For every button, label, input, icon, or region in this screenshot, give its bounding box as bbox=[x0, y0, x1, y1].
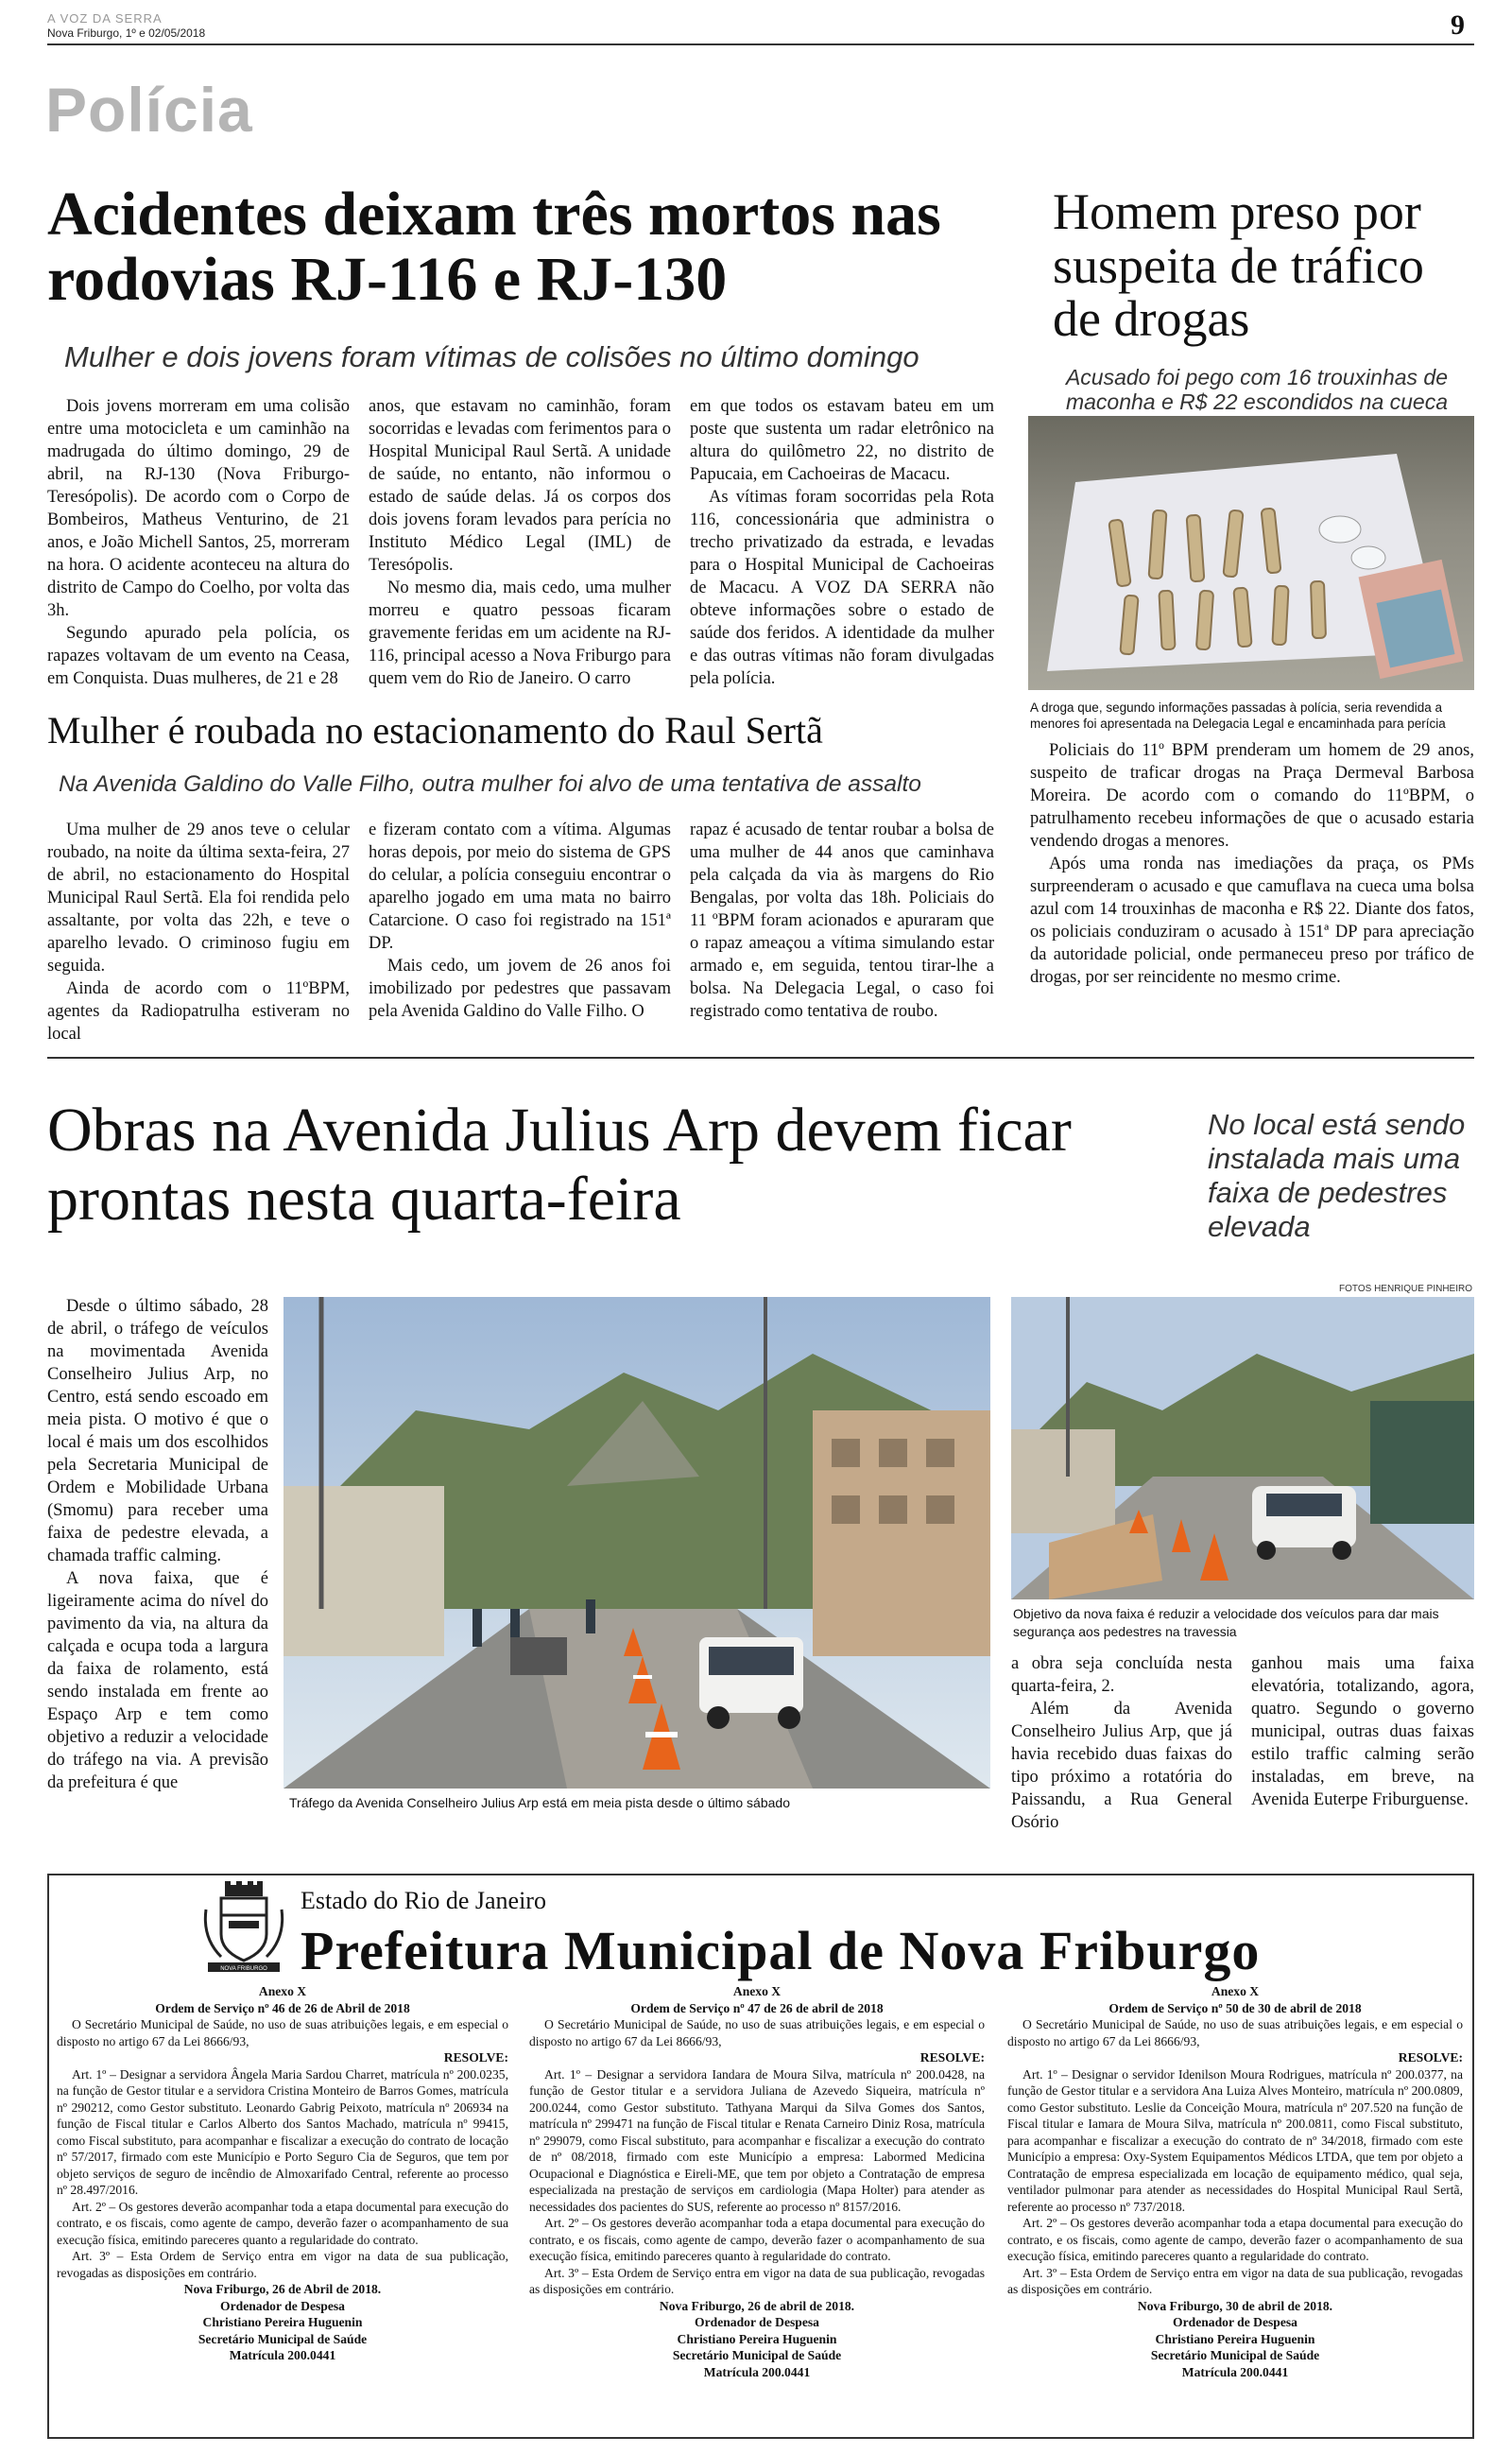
article4-col2 bbox=[1011, 1652, 1232, 1834]
article2-headline: Homem preso por suspeita de tráfico de drogas bbox=[1053, 183, 1424, 348]
article4-col3-p1: ganhou mais uma faixa elevatória, totalizando, agora, quatro. Segundo o governo municipal, outras duas faixas estilo traffic calming serão instaladas, em breve, na Avenida Euterpe Friburguense. bbox=[1251, 1654, 1474, 1809]
article3-col3 bbox=[690, 819, 994, 1023]
order1-signatory: Christiano Pereira Huguenin bbox=[202, 2315, 363, 2329]
road-photo-right-illustration bbox=[1011, 1297, 1474, 1599]
order1-place-date: Nova Friburgo, 26 de Abril de 2018. bbox=[183, 2282, 382, 2296]
notice-title: Prefeitura Municipal de Nova Friburgo bbox=[301, 1920, 1261, 1981]
order2-intro: O Secretário Municipal de Saúde, no uso de suas atribuições legais, e em especial o disposto no artigo 67 da Lei 8666/93, bbox=[529, 2017, 985, 2048]
order1-annex: Anexo X bbox=[258, 1984, 307, 1998]
article1-col3-p2: As vítimas foram socorridas pela Rota 116, concessionária que administra o trecho privatizado da estrada, e levadas para o Hospital Municipal de Cachoeiras de Macacu. A VOZ DA SERRA não obteve informações sobre o estado de saúde dos feridos. A identidade da mulher e das outras vítimas não foram divulgadas pela polícia. bbox=[690, 488, 994, 688]
order3-art1: Art. 1º – Designar o servidor Idenilson Moura Rodrigues, matrícula nº 200.0377, na função de Gestor titular e a servidora Ana Luiza Alves Monteiro, matrícula nº 200.0809, como Gestor substituto. Leslie da Conceição Moura, matrícula nº 207.520 na função de Fiscal titular e Iamara de Moura Silva, matrícula nº 200.0811, como Fiscal substituto, para acompanhar e fiscalizar a execução do contrato de nº 34/2018, firmado com este Município a empresa: Oxy-System Equipamentos Médicos LTDA, que tem por objeto a Contratação de empresa especializada em locação de equipamento médico, qual seja, ventilador pulmonar para atender as necessidades do Hospital Municipal Raul Sertã, referente ao processo nº 737/2018. bbox=[1007, 2066, 1463, 2214]
article3-col2-p2: Mais cedo, um jovem de 26 anos foi imobilizado por pedestres que passavam pela Avenida Galdino do Valle Filho. O bbox=[369, 957, 671, 1021]
article1-col1 bbox=[47, 395, 350, 690]
article2-photo-caption: A droga que, segundo informações passadas à polícia, seria revendida a menores foi apresentada na Delegacia Legal e encaminhada para perícia bbox=[1030, 700, 1446, 731]
article4-col3 bbox=[1251, 1652, 1474, 1811]
order3-role: Ordenador de Despesa bbox=[1173, 2315, 1297, 2329]
article4-subhead: No local está sendo instalada mais uma faixa de pedestres elevada bbox=[1208, 1108, 1466, 1243]
service-order-1 bbox=[57, 1983, 508, 2364]
order1-title: Ordem de Serviço nº 46 de 26 de Abril de 2018 bbox=[155, 2000, 410, 2015]
article1-col1-p2: Segundo apurado pela polícia, os rapazes voltavam de um evento na Ceasa, em Conquista. Duas mulheres, de 21 e 28 bbox=[47, 624, 350, 688]
order2-registration: Matrícula 200.0441 bbox=[703, 2364, 811, 2379]
article3-col3-p1: rapaz é acusado de tentar roubar a bolsa de uma mulher de 44 anos que caminhava pela calçada da via às margens do Rio Bengalas, por volta das 18h. Policiais do 11 ºBPM foram acionados e apuraram que o rapaz ameaçou a vítima simulando estar armado e, em seguida, tentou tirar-lhe a bolsa. Na Delegacia Legal, o caso foi registrado como tentativa de roubo. bbox=[690, 821, 994, 1021]
article4-col2-p2: Além da Avenida Conselheiro Julius Arp, que já havia recebido duas faixas do tipo próximo a rotatória do Paissandu, a Rua General Osório bbox=[1011, 1700, 1232, 1832]
order1-art1: Art. 1º – Designar a servidora Ângela Maria Sardou Charret, matrícula nº 200.0235, na função de Gestor titular e a servidora Cristina Monteiro de Barros Gomes, matrícula nº 290212, como Gestor substituto. Leonardo Gabrig Peixoto, matrícula nº 206934 na função de Fiscal titular e Carlos Alberto dos Santos Machado, matrícula nº 99415, como Fiscal substituto, para acompanhar e fiscalizar a execução do contrato de locação nº 57/2017, firmado com este Município e Porto Seguro Cia de Seguros, que tem por objeto serviços de seguro de incêndio de Almoxarifado Central, referente ao processo nº 28.497/2016. bbox=[57, 2066, 508, 2197]
drugs-photo bbox=[1028, 416, 1474, 690]
article4-col1 bbox=[47, 1295, 268, 1794]
order1-art3: Art. 3º – Esta Ordem de Serviço entra em vigor na data de sua publicação, revogadas as disposições em contrário. bbox=[57, 2249, 508, 2280]
article4-col1-p2: A nova faixa, que é ligeiramente acima do nível do pavimento da via, na altura da calçada e ocupa toda a largura da faixa de rolamento, está sendo instalada em frente ao Espaço Arp e tem como objetivo a reduzir a velocidade do tráfego na via. A previsão da prefeitura é que bbox=[47, 1569, 268, 1792]
order2-role: Ordenador de Despesa bbox=[695, 2315, 819, 2329]
order1-resolve: RESOLVE: bbox=[443, 2050, 508, 2065]
crest-text: NOVA FRIBURGO bbox=[220, 1966, 267, 1972]
article3-headline: Mulher é roubada no estacionamento do Raul Sertã bbox=[47, 709, 823, 752]
order2-resolve: RESOLVE: bbox=[919, 2050, 985, 2065]
article1-col2-p1: anos, que estavam no caminhão, foram socorridas e levadas com ferimentos para o Hospital Municipal Raul Sertã. A unidade de saúde, no entanto, não informou o estado de saúde delas. Já os corpos dos dois jovens foram levados para perícia no Instituto Médico Legal (IML) de Teresópolis. bbox=[369, 397, 671, 575]
article3-col2-p1: e fizeram contato com a vítima. Algumas horas depois, por meio do sistema de GPS do celular, a polícia conseguiu encontrar o aparelho jogado em uma mata no bairro Catarcione. O caso foi registrado na 151ª DP. bbox=[369, 821, 671, 953]
drugs-photo-illustration bbox=[1028, 416, 1474, 690]
article4-col2-p1: a obra seja concluída nesta quarta-feira, 2. bbox=[1011, 1654, 1232, 1696]
order3-resolve: RESOLVE: bbox=[1398, 2050, 1463, 2065]
order3-intro: O Secretário Municipal de Saúde, no uso de suas atribuições legais, e em especial o disposto no artigo 67 da Lei 8666/93, bbox=[1007, 2017, 1463, 2048]
page-number: 9 bbox=[1451, 9, 1465, 41]
order1-registration: Matrícula 200.0441 bbox=[229, 2348, 336, 2362]
article3-col1 bbox=[47, 819, 350, 1046]
article2-p2: Após uma ronda nas imediações da praça, os PMs surpreenderam o acusado e que camuflava na cueca uma bolsa azul com 14 trouxinhas de maconha e R$ 22. Diante dos fatos, os policiais conduziram o acusado à 151ª DP para apreciação da autoridade policial, onde permaneceu preso por tráfico de drogas, por ser reincidente no mesmo crime. bbox=[1030, 855, 1474, 987]
order3-registration: Matrícula 200.0441 bbox=[1181, 2364, 1289, 2379]
article3-col1-p2: Ainda de acordo com o 11ºBPM, agentes da Radiopatrulha estiveram no local bbox=[47, 979, 350, 1044]
order1-art2: Art. 2º – Os gestores deverão acompanhar toda a etapa documental para execução do contrato, e os fiscais, como agente de campo, deverão fazer o acompanhamento de sua execução física, emitindo pareceres quanto a regularidade do contrato. bbox=[57, 2199, 508, 2247]
article1-headline: Acidentes deixam três mortos nas rodovias RJ-116 e RJ-130 bbox=[47, 180, 941, 315]
service-order-2 bbox=[529, 1983, 985, 2380]
notice-state: Estado do Rio de Janeiro bbox=[301, 1887, 546, 1914]
order3-art3: Art. 3º – Esta Ordem de Serviço entra em vigor na data de sua publicação, revogadas as disposições em contrário. bbox=[1007, 2265, 1463, 2296]
order1-office: Secretário Municipal de Saúde bbox=[198, 2331, 368, 2346]
road-photo-left-illustration bbox=[284, 1297, 990, 1789]
article4-caption-left: Tráfego da Avenida Conselheiro Julius Arp está em meia pista desde o último sábado bbox=[289, 1795, 790, 1810]
order2-annex: Anexo X bbox=[732, 1984, 782, 1998]
article3-col1-p1: Uma mulher de 29 anos teve o celular roubado, na noite da última sexta-feira, 27 de abril, no estacionamento do Hospital Municipal Raul Sertã. Ela foi rendida pelo assaltante, por volta das 22h, e teve o aparelho levado. O criminoso fugiu em seguida. bbox=[47, 821, 350, 976]
city-crest-icon bbox=[200, 1881, 287, 1976]
section-divider bbox=[47, 1057, 1474, 1059]
road-photo-right bbox=[1011, 1297, 1474, 1599]
order3-art2: Art. 2º – Os gestores deverão acompanhar toda a etapa documental para execução do contrato, e os fiscais, como agente de campo, deverão fazer o acompanhamento de sua execução física, emitindo pareceres quanto a regularidade do contrato. bbox=[1007, 2216, 1463, 2263]
masthead-dateline: Nova Friburgo, 1º e 02/05/2018 bbox=[47, 26, 206, 40]
article1-col3-p1: em que todos os estavam bateu em um poste que sustenta um radar eletrônico na altura do quilômetro 22, no distrito de Papucaia, em Cachoeiras de Macacu. bbox=[690, 397, 994, 484]
article2-subhead: Acusado foi pego com 16 trouxinhas de maconha e R$ 22 escondidos na cueca bbox=[1065, 365, 1449, 414]
article4-headline: Obras na Avenida Julius Arp devem ficar prontas nesta quarta-feira bbox=[47, 1096, 1072, 1234]
order2-art3: Art. 3º – Esta Ordem de Serviço entra em vigor na data de sua publicação, revogadas as disposições em contrário. bbox=[529, 2265, 985, 2296]
order2-office: Secretário Municipal de Saúde bbox=[672, 2348, 842, 2362]
article1-subhead: Mulher e dois jovens foram vítimas de colisões no último domingo bbox=[64, 340, 919, 373]
order3-place-date: Nova Friburgo, 30 de abril de 2018. bbox=[1137, 2298, 1333, 2313]
article1-col2-p2: No mesmo dia, mais cedo, uma mulher morreu e quatro pessoas ficaram gravemente feridas em um acidente na RJ-116, principal acesso a Nova Friburgo para quem vem do Rio de Janeiro. O carro bbox=[369, 579, 671, 688]
article4-caption-right: Objetivo da nova faixa é reduzir a velocidade dos veículos para dar mais segurança aos pedestres na travessia bbox=[1013, 1606, 1439, 1639]
order1-role: Ordenador de Despesa bbox=[220, 2298, 345, 2313]
service-order-3 bbox=[1007, 1983, 1463, 2380]
road-photo-left bbox=[284, 1297, 990, 1789]
order2-place-date: Nova Friburgo, 26 de abril de 2018. bbox=[659, 2298, 855, 2313]
masthead-rule bbox=[47, 43, 1474, 45]
article1-col1-p1: Dois jovens morreram em uma colisão entre uma motocicleta e um caminhão na madrugada do último domingo, 29 de abril, na RJ-130 (Nova Friburgo-Teresópolis). De acordo com o Corpo de Bombeiros, Matheus Venturino, de 21 anos, e João Michell Santos, 25, morreram na hora. O acidente aconteceu na altura do distrito de Campo do Coelho, por volta das 3h. bbox=[47, 397, 350, 620]
article4-col1-p1: Desde o último sábado, 28 de abril, o tráfego de veículos na movimentada Avenida Conselheiro Julius Arp, no Centro, está sendo escoado em meia pista. O motivo é que o local é mais um dos escolhidos pela Secretaria Municipal de Ordem e Mobilidade Urbana (Smomu) para receber uma faixa de pedestre elevada, a chamada traffic calming. bbox=[47, 1297, 268, 1565]
masthead-name: A VOZ DA SERRA bbox=[47, 11, 163, 26]
article2-body bbox=[1030, 739, 1474, 989]
article2-p1: Policiais do 11º BPM prenderam um homem de 29 anos, suspeito de traficar drogas na Praça Dermeval Barbosa Moreira. De acordo com o comando do 11ºBPM, o patrulhamento recebeu informações de que o acusado estaria vendendo drogas a menores. bbox=[1030, 741, 1474, 851]
order3-office: Secretário Municipal de Saúde bbox=[1150, 2348, 1320, 2362]
article1-col2 bbox=[369, 395, 671, 690]
order2-art1: Art. 1º – Designar a servidora Iandara de Moura Silva, matrícula nº 200.0428, na função de Gestor titular e a servidora Juliana de Azevedo Siqueira, matrícula nº 200.0244, como Gestor substituto. Tathyana Marqui da Silva Gomes dos Santos, matrícula nº 299471 na função de Fiscal titular e Renata Carneiro Diniz Rosa, matrícula nº 299079, como Fiscal substituto, para acompanhar e fiscalizar a execução do contrato de nº 08/2018, firmado com este Município a empresa: Labormed Medicina Ocupacional e Diagnóstica e Eireli-ME, que tem por objeto a Contratação de empresa especializada na prestação de serviços em cardiologia (Mapa Holter) para atender as necessidades dos pacientes do SUS, referente ao processo nº 8157/2016. bbox=[529, 2066, 985, 2214]
order2-art2: Art. 2º – Os gestores deverão acompanhar toda a etapa documental para execução do contrato, e os fiscais, como agente de campo, deverão fazer o acompanhamento de sua execução física, emitindo pareceres quanto à regularidade do contrato. bbox=[529, 2216, 985, 2263]
photo-credit: FOTOS HENRIQUE PINHEIRO bbox=[1339, 1284, 1472, 1294]
order3-signatory: Christiano Pereira Huguenin bbox=[1155, 2331, 1315, 2346]
order3-annex: Anexo X bbox=[1211, 1984, 1260, 1998]
article3-subhead: Na Avenida Galdino do Valle Filho, outra mulher foi alvo de uma tentativa de assalto bbox=[59, 771, 921, 797]
article1-col3 bbox=[690, 395, 994, 690]
order2-signatory: Christiano Pereira Huguenin bbox=[677, 2331, 837, 2346]
order3-title: Ordem de Serviço nº 50 de 30 de abril de 2018 bbox=[1108, 2000, 1362, 2015]
order1-intro: O Secretário Municipal de Saúde, no uso de suas atribuições legais, e em especial o disposto no artigo 67 da Lei 8666/93, bbox=[57, 2017, 508, 2048]
order2-title: Ordem de Serviço nº 47 de 26 de abril de 2018 bbox=[630, 2000, 884, 2015]
city-crest-svg bbox=[200, 1881, 287, 1976]
section-title: Polícia bbox=[45, 75, 253, 145]
article3-col2 bbox=[369, 819, 671, 1023]
